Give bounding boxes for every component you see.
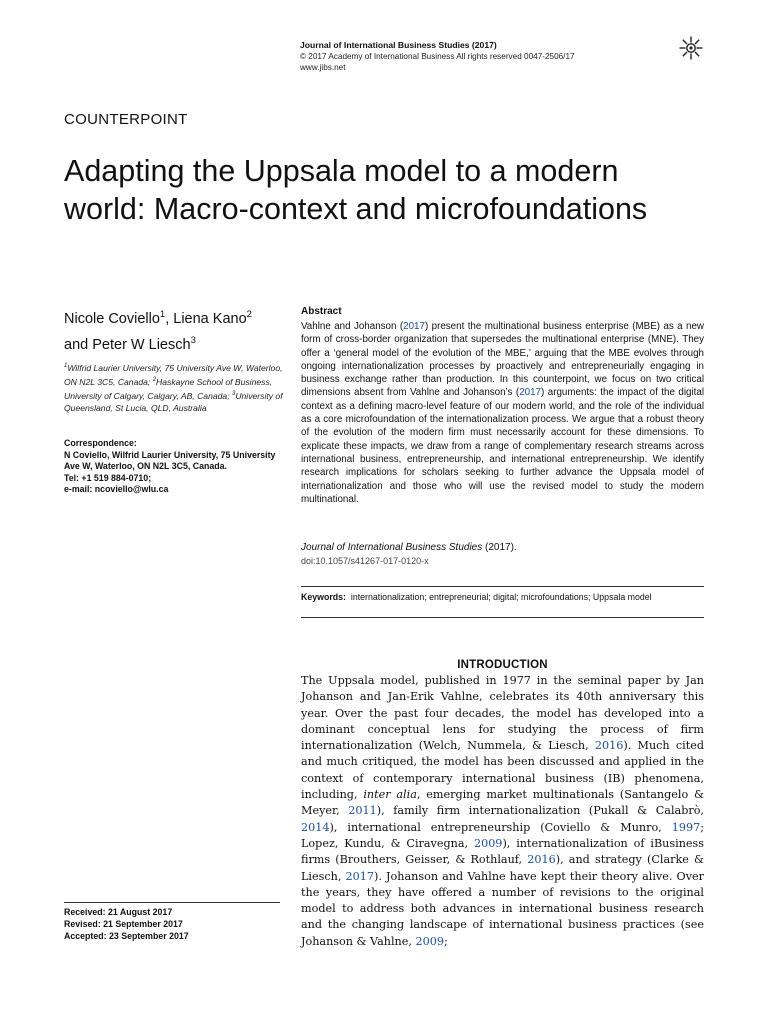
citation-link[interactable]: 2009: [473, 836, 503, 850]
author-list: Nicole Coviello$^1$, Liena Kano$^2$ and Peter W Liesch$^3$: [64, 309, 252, 353]
citation-link[interactable]: 1997: [671, 820, 701, 834]
title-line: Adapting the Uppsala model to a modern: [64, 154, 619, 188]
body-segment: ). Johanson and Vahlne have kept their theory alive. Over the years, they have offered a number of revisions to the original model to address both advances in international business research and the changing landscape of international business practices (see Johanson & Vahlne,: [301, 869, 705, 948]
body-segment: ; Lopez, Kundu, & Ciravegna,: [301, 820, 704, 850]
correspondence-email[interactable]: e-mail: ncoviello@wlu.ca: [64, 484, 169, 495]
accepted-date: Accepted: 23 September 2017: [64, 931, 189, 941]
keywords: [301, 592, 704, 603]
abstract-segment: ) present the multinational business enterprise (MBE) as a new form of cross-border organization that supersedes the multinational enterprise (MNE). They offer a ‘general model of the evolution of the MBE,’ arguing that the MBE evolves through ongoing internationalization processes by proactively and entrepreneurially engaging in business exchange rather than production. In this counterpoint, we focus on two critical dimensions absent from Vahlne and Johanson’s (: [301, 321, 705, 399]
affiliation-text: Haskayne School of Business, University of Calgary, Calgary, AB, Canada;: [64, 376, 273, 401]
divider: [64, 902, 280, 903]
introduction-heading: INTRODUCTION: [457, 659, 548, 671]
body-segment: ), and strategy (Clarke & Liesch,: [301, 853, 705, 883]
body-segment: The Uppsala model, published in 1977 in the seminal paper by Jan Johanson and Jan-Erik Vahlne, celebrates its 40th anniversary this year. Over the past four decades, the model has developed into a dominant conceptual lens for studying the process of firm internationalization (Welch, Nummela, & Liesch,: [301, 674, 704, 753]
journal-citation: [301, 542, 517, 553]
correspondence-address: N Coviello, Wilfrid Laurier University, 75 University Ave W, Waterloo, ON N2L 3C5, Canada.: [64, 449, 276, 472]
body-segment: ;: [443, 934, 448, 948]
affiliation-marker: 3: [231, 390, 236, 397]
citation-year: (2017).: [482, 542, 517, 553]
affiliation-marker: 2: [246, 309, 252, 320]
section-label: COUNTERPOINT: [64, 111, 188, 128]
article-title: [64, 152, 724, 228]
affiliations: [64, 360, 286, 414]
conjunction: and: [64, 336, 89, 353]
body-segment: ), international entrepreneurship (Coviello & Munro,: [329, 820, 672, 834]
received-date: Received: 21 August 2017: [64, 907, 173, 917]
abstract-heading: Abstract: [301, 306, 342, 317]
citation-link[interactable]: 2016: [527, 853, 556, 867]
abstract-segment: Vahlne and Johanson (: [301, 321, 404, 332]
affiliation-marker: 1: [64, 363, 68, 369]
abstract-text: [301, 320, 704, 506]
body-segment: ), family firm internationalization (Pukall & Calabrò,: [376, 804, 704, 818]
journal-header: [300, 40, 575, 73]
divider: [301, 617, 704, 618]
abstract-segment: ) arguments: the impact of the digital context as a defining macro-level feature of our modern world, and the role of the individual as a core microfoundation of the internationalization process. We argue that a robust theory of the evolution of the modern firm must necessarily account for these dimensions. To explicate these impacts, we draw from a range of complementary research streams across international business, entrepreneurship, and international entrepreneurship. We identify research implications for scholars seeking to further advance the Uppsala model of internationalization and those who will use the revised model to study the modern multinational.: [301, 387, 704, 505]
title-line: world: Macro-context and microfoundations: [64, 192, 648, 226]
affiliation-marker: 2: [152, 376, 157, 383]
citation-link[interactable]: 2017: [403, 321, 425, 332]
citation-link[interactable]: 2017: [345, 869, 375, 883]
body-segment: ), internationalization of iBusiness firms (Brouthers, Geisser, & Rothlauf,: [301, 836, 705, 867]
citation-link[interactable]: 2014: [301, 820, 330, 834]
citation-link[interactable]: 2017: [519, 387, 541, 399]
submission-dates: [64, 906, 189, 942]
citation-journal: Journal of International Business Studies: [301, 542, 483, 553]
author-name: Liena Kano: [173, 310, 247, 327]
body-italic: inter alia: [363, 788, 417, 802]
doi-link[interactable]: doi:10.1057/s41267-017-0120-x: [301, 556, 429, 566]
divider: [301, 586, 704, 587]
body-segment: ). Much cited and much critiqued, the model has been discussed and applied in the context of contemporary international business (IB) phenomena, including,: [301, 739, 704, 802]
author-name: Peter W Liesch: [92, 336, 191, 353]
copyright-line: © 2017 Academy of International Business All rights reserved 0047-2506/17: [300, 52, 575, 61]
citation-link[interactable]: 2009: [415, 934, 444, 948]
keywords-label: Keywords:: [301, 592, 346, 602]
correspondence-phone: Tel: +1 519 884-0710;: [64, 472, 152, 483]
keywords-list: internationalization; entrepreneurial; digital; microfoundations; Uppsala model: [350, 592, 652, 602]
affiliation-text: University of Queensland, St Lucia, QLD, Australia: [64, 390, 283, 413]
body-segment: , emerging market multinationals (Santangelo & Meyer,: [301, 788, 704, 818]
journal-website-link[interactable]: www.jibs.net: [300, 63, 346, 72]
citation-link[interactable]: 2011: [348, 804, 377, 818]
revised-date: Revised: 21 September 2017: [64, 919, 183, 929]
introduction-text: [301, 673, 704, 950]
citation-link[interactable]: 2016: [594, 739, 624, 753]
correspondence-heading: Correspondence:: [64, 438, 137, 448]
author-name: Nicole Coviello: [64, 310, 160, 327]
journal-title: Journal of International Business Studies (2017): [300, 40, 497, 50]
affiliation-text: Wilfrid Laurier University, 75 University Ave W, Waterloo, ON N2L 3C5, Canada;: [64, 362, 283, 387]
correspondence-block: [64, 438, 286, 496]
affiliation-marker: 3: [190, 334, 196, 346]
publisher-star-icon: [678, 35, 704, 61]
affiliation-marker: 1: [159, 309, 166, 320]
